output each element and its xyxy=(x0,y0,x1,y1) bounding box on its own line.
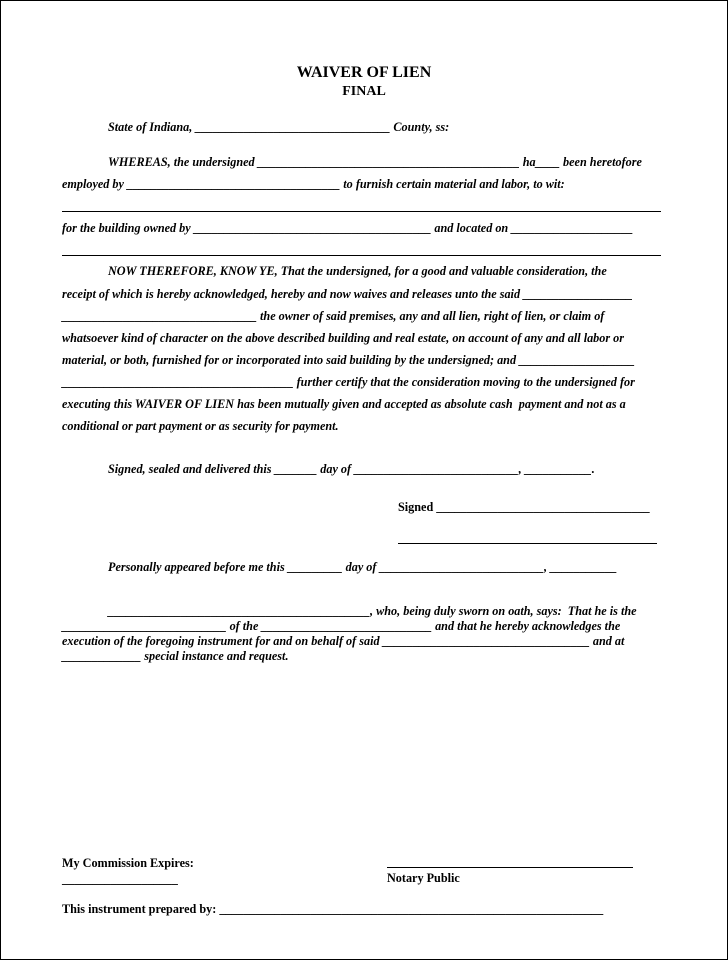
now-therefore-line-6[interactable]: ______________________________________ further certify that the consideration moving to the undersigned for xyxy=(62,375,635,389)
state-of-indiana[interactable]: State of Indiana, ________________________________ xyxy=(108,120,391,134)
sworn-line-1[interactable]: ___________________________________________, who, being duly sworn on oath, says: That he is the xyxy=(108,604,637,618)
sworn-line-4[interactable]: _____________ special instance and request. xyxy=(62,649,289,663)
employed-by-line[interactable]: employed by ___________________________________ to furnish certain material and labor, to wit: xyxy=(62,177,565,191)
signed-field[interactable]: Signed ___________________________________ xyxy=(398,500,650,514)
now-therefore-line-5[interactable]: material, or both, furnished for or incorporated into said building by the undersigned; and ___________________ xyxy=(62,353,635,367)
sworn-line-3[interactable]: execution of the foregoing instrument for and on behalf of said __________________________________ and at xyxy=(62,634,625,648)
sworn-line-2[interactable]: ___________________________ of the ____________________________ and that he hereby acknowledges the xyxy=(62,619,621,633)
signed-sealed-line[interactable]: Signed, sealed and delivered this _______ day of ___________________________, ___________. xyxy=(108,462,595,476)
signature-line-2[interactable] xyxy=(398,543,657,544)
now-therefore-line-2[interactable]: receipt of which is hereby acknowledged, hereby and now waives and releases unto the said __________________ xyxy=(62,287,633,301)
now-therefore-line-8: conditional or part payment or as security for payment. xyxy=(62,419,339,433)
prepared-by-line[interactable]: This instrument prepared by: _______________________________________________________________ xyxy=(62,902,604,916)
state-line xyxy=(108,120,449,134)
county-ss: County, ss: xyxy=(390,120,450,134)
blank-line-1[interactable] xyxy=(62,211,661,212)
now-therefore-line-7: executing this WAIVER OF LIEN has been mutually given and accepted as absolute cash payment and not as a xyxy=(62,397,626,411)
commission-expires-field[interactable]: ___________________ xyxy=(62,872,178,886)
document-subtitle: FINAL xyxy=(342,84,386,99)
personally-appeared-line[interactable]: Personally appeared before me this _________ day of ___________________________, ___________ xyxy=(108,560,618,574)
now-therefore-line-4: whatsoever kind of character on the above described building and real estate, on account of any and all labor or xyxy=(62,331,624,345)
building-owned-line[interactable]: for the building owned by _______________________________________ and located on ____________________ xyxy=(62,221,634,235)
now-therefore-line-1: NOW THEREFORE, KNOW YE, That the undersigned, for a good and valuable consideration, the xyxy=(108,264,607,278)
commission-expires-label: My Commission Expires: xyxy=(62,856,194,870)
whereas-line[interactable]: WHEREAS, the undersigned ___________________________________________ ha____ been heretofore xyxy=(108,155,642,169)
now-therefore-line-3[interactable]: ________________________________ the owner of said premises, any and all lien, right of lien, or claim of xyxy=(62,309,605,323)
document-title: WAIVER OF LIEN xyxy=(296,64,432,81)
blank-line-2[interactable] xyxy=(62,255,661,256)
notary-public-label: Notary Public xyxy=(387,871,460,885)
notary-signature-line[interactable] xyxy=(387,867,633,868)
